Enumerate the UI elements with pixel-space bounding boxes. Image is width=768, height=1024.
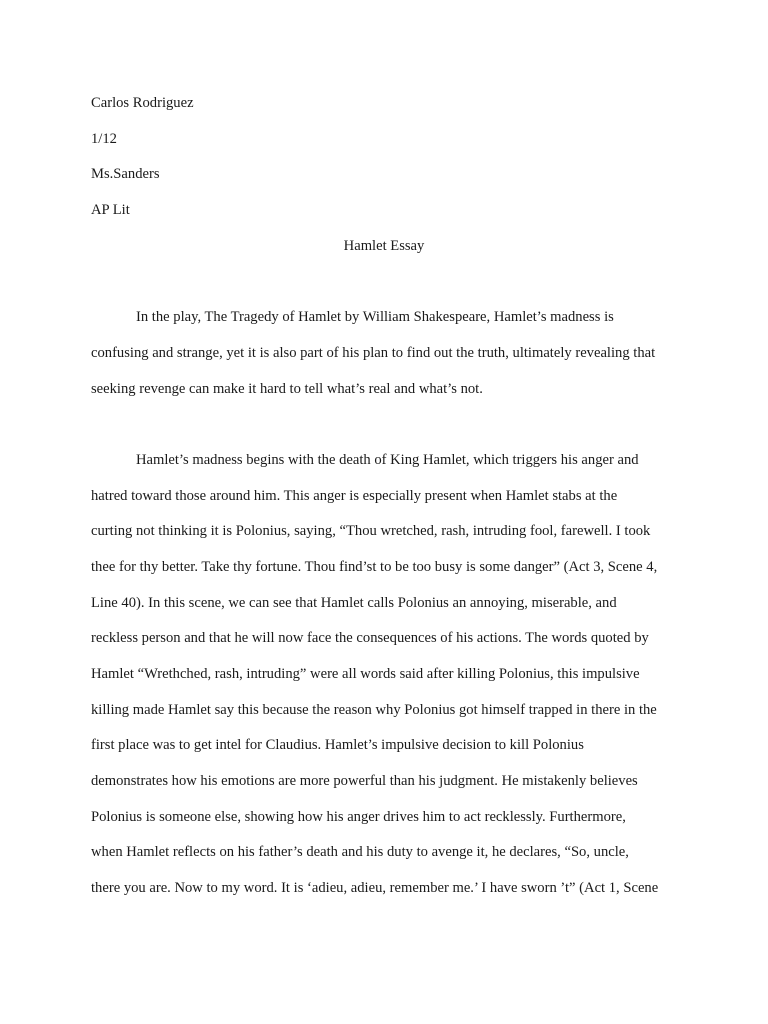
course-name: AP Lit [91, 202, 130, 218]
paragraph-2-line: Hamlet’s madness begins with the death of King Hamlet, which triggers his anger and [136, 452, 639, 468]
paragraph-2-line: Line 40). In this scene, we can see that Hamlet calls Polonius an annoying, miserable, and [91, 595, 617, 611]
paragraph-2-line: killing made Hamlet say this because the reason why Polonius got himself trapped in there in the [91, 702, 657, 718]
paragraph-2-line: Polonius is someone else, showing how his anger drives him to act recklessly. Furthermore, [91, 809, 626, 825]
essay-title: Hamlet Essay [343, 238, 425, 254]
paragraph-2-line: there you are. Now to my word. It is ‘adieu, adieu, remember me.’ I have sworn ’t” (Act 1, Scene [91, 880, 659, 896]
paragraph-2-line: demonstrates how his emotions are more powerful than his judgment. He mistakenly believes [91, 773, 638, 789]
teacher-name: Ms.Sanders [91, 166, 160, 182]
date-line: 1/12 [91, 131, 117, 147]
paragraph-2-line: hatred toward those around him. This anger is especially present when Hamlet stabs at the [91, 488, 618, 504]
paragraph-1-line: In the play, The Tragedy of Hamlet by William Shakespeare, Hamlet’s madness is [136, 309, 614, 325]
paragraph-2-line: when Hamlet reflects on his father’s death and his duty to avenge it, he declares, “So, uncle, [91, 844, 629, 860]
paragraph-2-line: curting not thinking it is Polonius, saying, “Thou wretched, rash, intruding fool, farewell. I took [91, 523, 651, 539]
paragraph-1-line: seeking revenge can make it hard to tell what’s real and what’s not. [91, 381, 483, 397]
paragraph-2-line: reckless person and that he will now face the consequences of his actions. The words quoted by [91, 630, 649, 646]
paragraph-2-line: thee for thy better. Take thy fortune. Thou find’st to be too busy is some danger” (Act 3, Scene 4, [91, 559, 658, 575]
paragraph-2-line: first place was to get intel for Claudius. Hamlet’s impulsive decision to kill Polonius [91, 737, 584, 753]
paragraph-2-line: Hamlet “Wrethched, rash, intruding” were all words said after killing Polonius, this impulsive [91, 666, 640, 682]
paragraph-1-line: confusing and strange, yet it is also part of his plan to find out the truth, ultimately revealing that [91, 345, 656, 361]
author-name: Carlos Rodriguez [91, 95, 194, 111]
